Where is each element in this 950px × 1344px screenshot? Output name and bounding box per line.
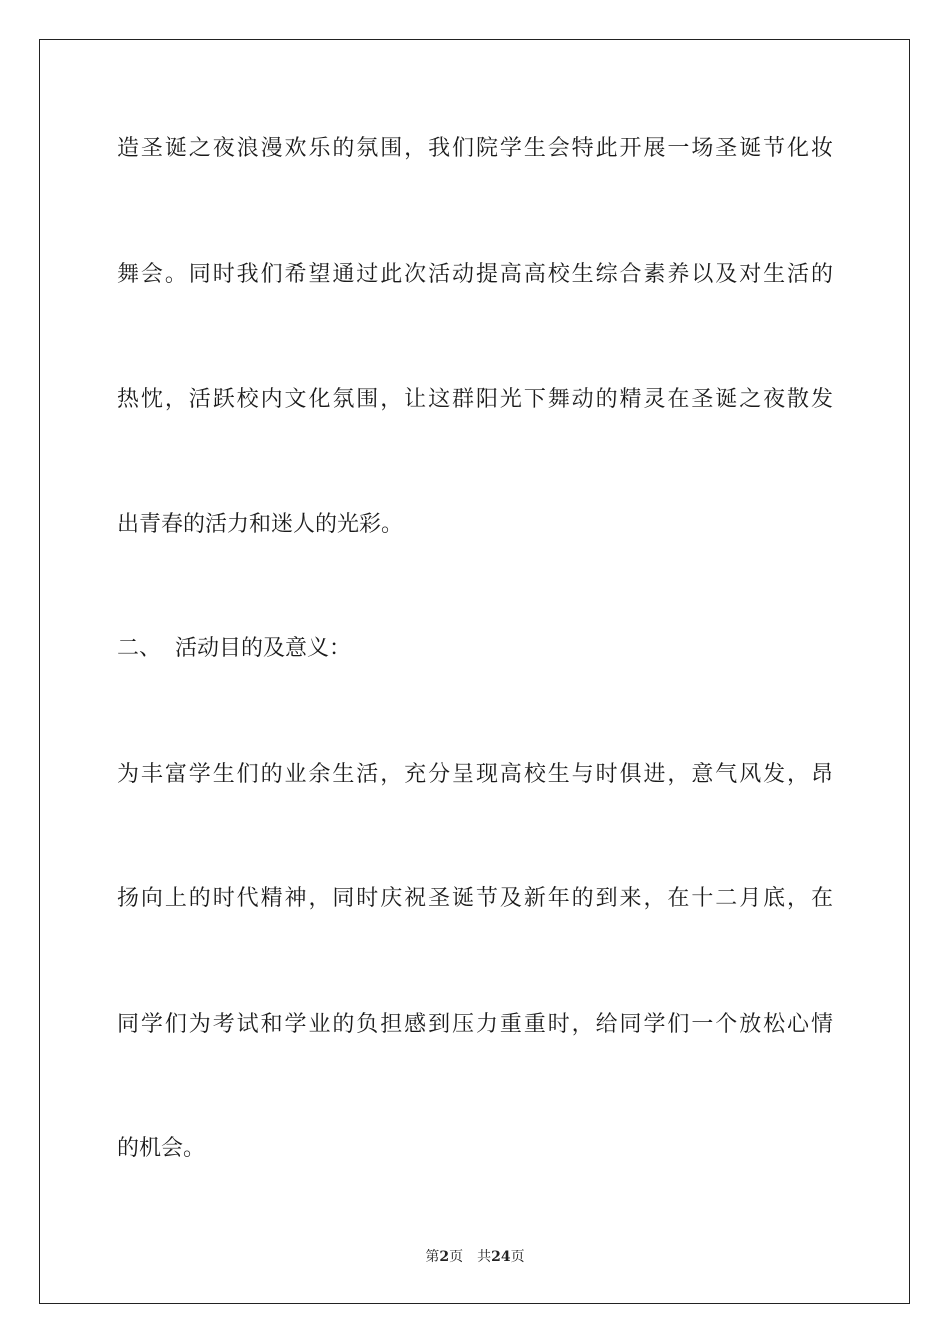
page-footer <box>0 1248 950 1266</box>
page-frame <box>39 39 910 1304</box>
paragraph-line: 造圣诞之夜浪漫欢乐的氛围，我们院学生会特此开展一场圣诞节化妆 <box>117 136 833 161</box>
section-heading <box>117 635 351 663</box>
page-number-prefix: 第 <box>425 1249 440 1265</box>
page-number-current: 2 <box>439 1249 450 1265</box>
section-title: 活动目的及意义： <box>175 636 352 661</box>
paragraph-line: 为丰富学生们的业余生活，充分呈现高校生与时俱进，意气风发，昂 <box>117 762 833 787</box>
page-total-suffix: 页 <box>510 1249 525 1265</box>
section-number: 二、 <box>117 636 162 661</box>
paragraph-line: 出青春的活力和迷人的光彩。 <box>117 512 404 537</box>
page-total: 24 <box>491 1249 511 1265</box>
paragraph-line: 同学们为考试和学业的负担感到压力重重时，给同学们一个放松心情 <box>117 1012 833 1037</box>
paragraph-line: 的机会。 <box>117 1136 206 1161</box>
page-total-prefix: 共 <box>477 1249 492 1265</box>
page-number-suffix: 页 <box>449 1249 464 1265</box>
paragraph-line: 舞会。同时我们希望通过此次活动提高高校生综合素养以及对生活的 <box>117 262 833 287</box>
paragraph-line: 扬向上的时代精神，同时庆祝圣诞节及新年的到来，在十二月底，在 <box>117 886 833 911</box>
paragraph-line: 热忱，活跃校内文化氛围，让这群阳光下舞动的精灵在圣诞之夜散发 <box>117 387 833 412</box>
